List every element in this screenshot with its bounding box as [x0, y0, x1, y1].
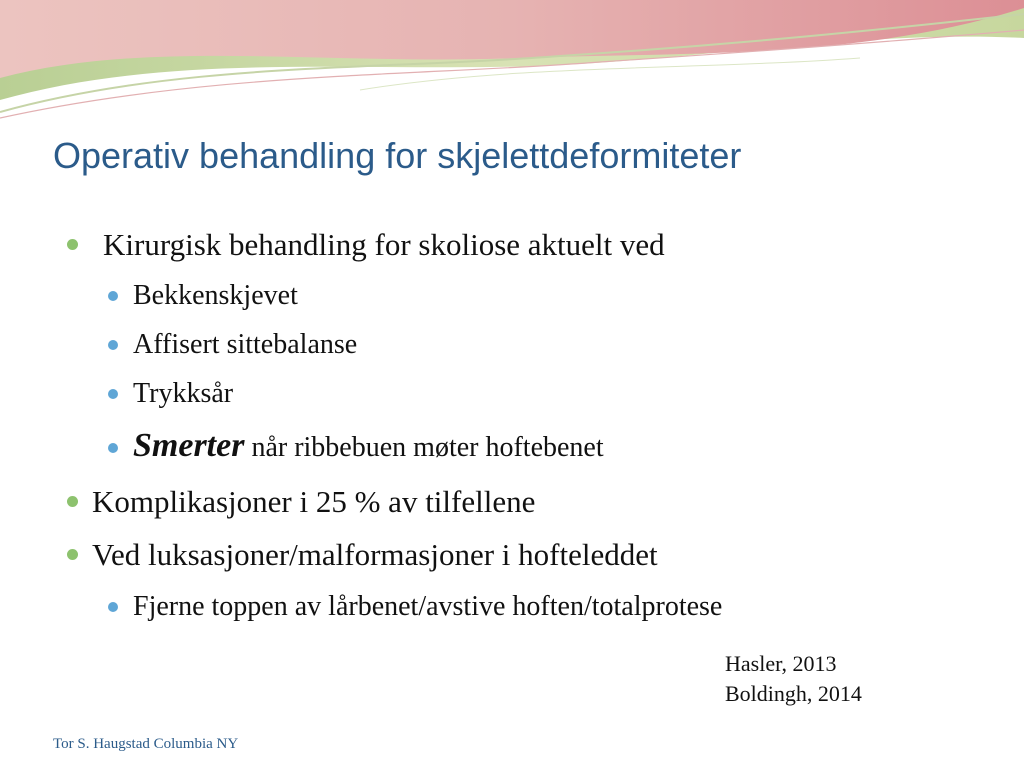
sub-bullet-marker-icon: [108, 602, 118, 612]
sub-bullet-marker-icon: [108, 291, 118, 301]
sub-bullet-marker-icon: [108, 389, 118, 399]
sub-bullet-item: Trykksår: [133, 378, 234, 409]
footer-text: Tor S. Haugstad Columbia NY: [53, 736, 239, 752]
bullet-item: Ved luksasjoner/malformasjoner i hofteleddet: [92, 537, 658, 572]
decorative-header-waves: [0, 0, 1024, 130]
bullet-marker-icon: [67, 549, 78, 560]
sub-bullet-marker-icon: [108, 340, 118, 350]
slide-title: Operativ behandling for skjelettdeformiteter: [53, 135, 742, 176]
bullet-item: Komplikasjoner i 25 % av tilfellene: [92, 484, 536, 519]
bullet-marker-icon: [67, 239, 78, 250]
emphasis-text: Smerter: [133, 427, 245, 464]
sub-bullet-item: [133, 428, 604, 466]
reference: Boldingh, 2014: [725, 681, 862, 706]
reference: Hasler, 2013: [725, 651, 837, 676]
sub-bullet-item: Bekkenskjevet: [133, 280, 298, 311]
bullet-marker-icon: [67, 496, 78, 507]
bullet-item: Kirurgisk behandling for skoliose aktuelt ved: [103, 227, 665, 262]
sub-bullet-text: når ribbebuen møter hoftebenet: [244, 432, 604, 463]
sub-bullet-item: Fjerne toppen av lårbenet/avstive hoften/totalprotese: [133, 591, 723, 622]
sub-bullet-marker-icon: [108, 443, 118, 453]
sub-bullet-item: Affisert sittebalanse: [133, 329, 358, 360]
